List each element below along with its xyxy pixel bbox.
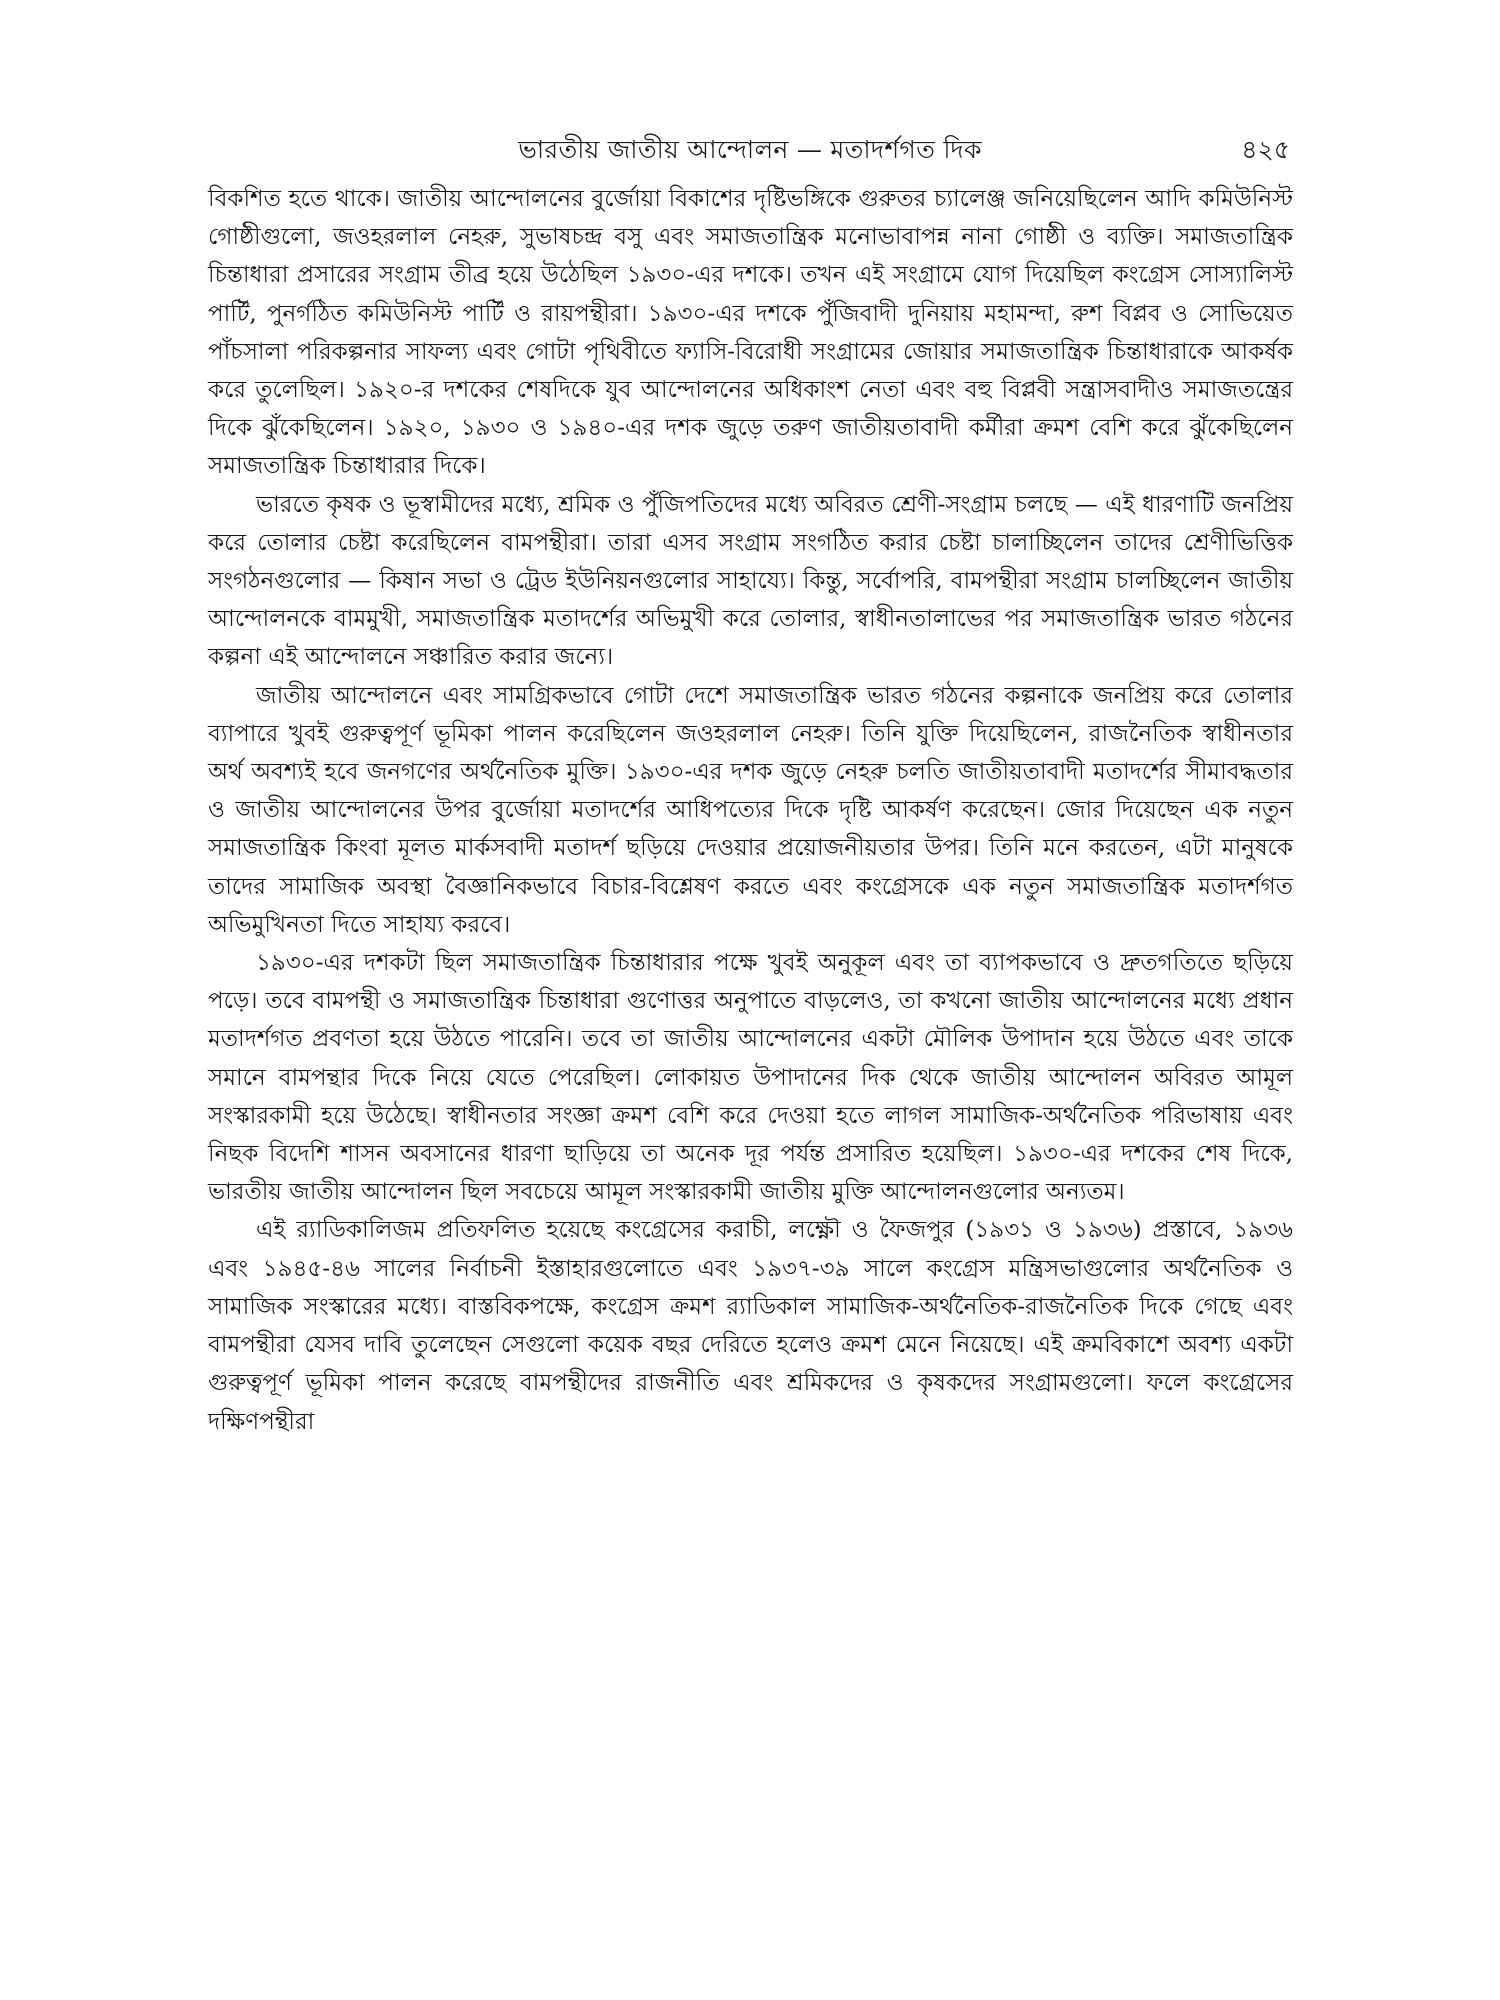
- running-head: [210, 124, 1290, 174]
- paragraph: এই র‍্যাডিকালিজম প্রতিফলিত হয়েছে কংগ্রেসের করাচী, লক্ষ্ণৌ ও ফৈজপুর (১৯৩১ ও ১৯৩৬) প্রস্তাবে, ১৯৩৬ এবং ১৯৪৫-৪৬ সালের নির্বাচনী ইস্তাহারগুলোতে এবং ১৯৩৭-৩৯ সালে কংগ্রেস মন্ত্রিসভাগুলোর অর্থনৈতিক ও সামাজিক সংস্কারের মধ্যে। বাস্তবিকপক্ষে, কংগ্রেস ক্রমশ র‍্যাডিকাল সামাজিক-অর্থনৈতিক-রাজনৈতিক দিকে গেছে এবং বামপন্থীরা যেসব দাবি তুলেছেন সেগুলো কয়েক বছর দেরিতে হলেও ক্রমশ মেনে নিয়েছে। এই ক্রমবিকাশে অবশ্য একটা গুরুত্বপূর্ণ ভূমিকা পালন করেছে বামপন্থীদের রাজনীতি এবং শ্রমিকদের ও কৃষকদের সংগ্রামগুলো। ফলে কংগ্রেসের দক্ষিণপন্থীরা: [208, 1217, 1294, 1435]
- paragraph: জাতীয় আন্দোলনে এবং সামগ্রিকভাবে গোটা দেশে সমাজতান্ত্রিক ভারত গঠনের কল্পনাকে জনপ্রিয় করে তোলার ব্যাপারে খুবই গুরুত্বপূর্ণ ভূমিকা পালন করেছিলেন জওহরলাল নেহরু। তিনি যুক্তি দিয়েছিলেন, রাজনৈতিক স্বাধীনতার অর্থ অবশ্যই হবে জনগণের অর্থনৈতিক মুক্তি। ১৯৩০-এর দশক জুড়ে নেহরু চলতি জাতীয়তাবাদী মতাদর্শের সীমাবদ্ধতার ও জাতীয় আন্দোলনের উপর বুর্জোয়া মতাদর্শের আধিপত্যের দিকে দৃষ্টি আকর্ষণ করেছেন। জোর দিয়েছেন এক নতুন সমাজতান্ত্রিক কিংবা মূলত মার্কসবাদী মতাদর্শ ছড়িয়ে দেওয়ার প্রয়োজনীয়তার উপর। তিনি মনে করতেন, এটা মানুষকে তাদের সামাজিক অবস্থা বৈজ্ঞানিকভাবে বিচার-বিশ্লেষণ করতে এবং কংগ্রেসকে এক নতুন সমাজতান্ত্রিক মতাদর্শগত অভিমুখিনতা দিতে সাহায্য করবে।: [208, 682, 1293, 938]
- paragraph: ভারতে কৃষক ও ভূস্বামীদের মধ্যে, শ্রমিক ও পুঁজিপতিদের মধ্যে অবিরত শ্রেণী-সংগ্রাম চলছে — এই ধারণাটি জনপ্রিয় করে তোলার চেষ্টা করেছিলেন বামপন্থীরা। তারা এসব সংগ্রাম সংগঠিত করার চেষ্টা চালাচ্ছিলেন তাদের শ্রেণীভিত্তিক সংগঠনগুলোর — কিষান সভা ও ট্রেড ইউনিয়নগুলোর সাহায্যে। কিন্তু, সর্বোপরি, বামপন্থীরা সংগ্রাম চালচ্ছিলেন জাতীয় আন্দোলনকে বামমুখী, সমাজতান্ত্রিক মতাদর্শের অভিমুখী করে তোলার, স্বাধীনতালাভের পর সমাজতান্ত্রিক ভারত গঠনের কল্পনা এই আন্দোলনে সঞ্চারিত করার জন্যে।: [208, 491, 1293, 671]
- body-text: [208, 180, 1293, 1441]
- running-title: ভারতীয় জাতীয় আন্দোলন — মতাদর্শগত দিক: [518, 135, 982, 164]
- paragraph: ১৯৩০-এর দশকটা ছিল সমাজতান্ত্রিক চিন্তাধারার পক্ষে খুবই অনুকূল এবং তা ব্যাপকভাবে ও দ্রুতগতিতে ছড়িয়ে পড়ে। তবে বামপন্থী ও সমাজতান্ত্রিক চিন্তাধারা গুণোত্তর অনুপাতে বাড়লেও, তা কখনো জাতীয় আন্দোলনের মধ্যে প্রধান মতাদর্শগত প্রবণতা হয়ে উঠতে পারেনি। তবে তা জাতীয় আন্দোলনের একটা মৌলিক উপাদান হয়ে উঠতে এবং তাকে সমানে বামপন্থার দিকে নিয়ে যেতে পেরেছিল। লোকায়ত উপাদানের দিক থেকে জাতীয় আন্দোলন অবিরত আমূল সংস্কারকামী হয়ে উঠেছে। স্বাধীনতার সংজ্ঞা ক্রমশ বেশি করে দেওয়া হতে লাগল সামাজিক-অর্থনৈতিক পরিভাষায় এবং নিছক বিদেশি শাসন অবসানের ধারণা ছাড়িয়ে তা অনেক দূর পর্যন্ত প্রসারিত হয়েছিল। ১৯৩০-এর দশকের শেষ দিকে, ভারতীয় জাতীয় আন্দোলন ছিল সবচেয়ে আমূল সংস্কারকামী জাতীয় মুক্তি আন্দোলনগুলোর অন্যতম।: [208, 950, 1293, 1206]
- page-number: ৪২৫: [1241, 135, 1290, 164]
- paragraph: বিকশিত হতে থাকে। জাতীয় আন্দোলনের বুর্জোয়া বিকাশের দৃষ্টিভঙ্গিকে গুরুতর চ্যালেঞ্জ জনিয়েছিলেন আদি কমিউনিস্ট গোষ্ঠীগুলো, জওহরলাল নেহরু, সুভাষচন্দ্র বসু এবং সমাজতান্ত্রিক মনোভাবাপন্ন নানা গোষ্ঠী ও ব্যক্তি। সমাজতান্ত্রিক চিন্তাধারা প্রসারের সংগ্রাম তীব্র হয়ে উঠেছিল ১৯৩০-এর দশকে। তখন এই সংগ্রামে যোগ দিয়েছিল কংগ্রেস সোস্যালিস্ট পার্টি, পুনর্গঠিত কমিউনিস্ট পার্টি ও রায়পন্থীরা। ১৯৩০-এর দশকে পুঁজিবাদী দুনিয়ায় মহামন্দা, রুশ বিপ্লব ও সোভিয়েত পাঁচসালা পরিকল্পনার সাফল্য এবং গোটা পৃথিবীতে ফ্যাসি-বিরোধী সংগ্রামের জোয়ার সমাজতান্ত্রিক চিন্তাধারাকে আকর্ষক করে তুলেছিল। ১৯২০-র দশকের শেষদিকে যুব আন্দোলনের অধিকাংশ নেতা এবং বহু বিপ্লবী সন্ত্রাসবাদীও সমাজতন্ত্রের দিকে ঝুঁকেছিলেন। ১৯২০, ১৯৩০ ও ১৯৪০-এর দশক জুড়ে তরুণ জাতীয়তাবাদী কর্মীরা ক্রমশ বেশি করে ঝুঁকেছিলেন সমাজতান্ত্রিক চিন্তাধারার দিকে।: [208, 186, 1293, 480]
